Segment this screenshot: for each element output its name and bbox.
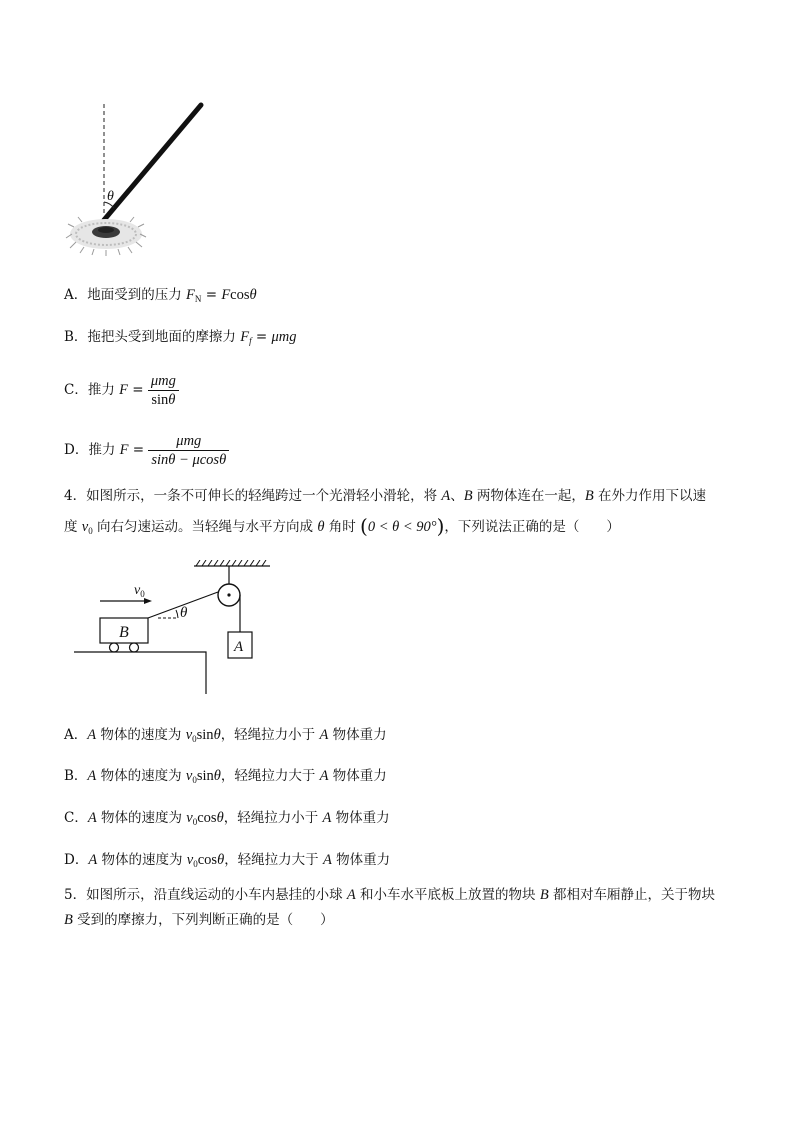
q3-option-c[interactable]: C．推力 F = $\frac{\text{μmg}}{\sin\theta}$ bbox=[64, 370, 179, 410]
mop-handle bbox=[104, 105, 201, 220]
label-b: B bbox=[119, 624, 129, 641]
theta-label: θ bbox=[107, 189, 114, 204]
q4-option-c[interactable]: C．A 物体的速度为 $v_0\cos\theta$，轻绳拉力小于 A 物体重力 bbox=[64, 810, 390, 827]
q3-option-d[interactable]: D．推力 F = $\frac{\text{μmg}}{\sin\theta - \mu\cos\theta}$ bbox=[64, 430, 229, 470]
var-f: $F_N$ bbox=[186, 287, 202, 304]
table bbox=[74, 652, 206, 694]
q4-option-d[interactable]: D．A 物体的速度为 $v_0\cos\theta$，轻绳拉力大于 A 物体重力 bbox=[64, 852, 391, 869]
wheel bbox=[110, 643, 119, 652]
mop-head bbox=[66, 217, 146, 256]
theta-label: θ bbox=[180, 605, 188, 621]
fraction: $\frac{\text{μmg}}{\sin\theta}$ bbox=[148, 373, 179, 408]
v0-label: $v_0$ bbox=[134, 583, 145, 599]
q5-stem-line1: 5．如图所示，沿直线运动的小车内悬挂的小球 A 和小车水平底板上放置的物块 B 都相对车厢静止，关于物块 bbox=[64, 887, 715, 903]
label-a: A bbox=[234, 639, 244, 655]
q4-stem-line1: 4．如图所示，一条不可伸长的轻绳跨过一个光滑轻小滑轮，将 A、B 两物体连在一起，B 在外力作用下以速 bbox=[64, 488, 707, 504]
q4-option-a[interactable]: A．A 物体的速度为 $v_0\sin\theta$，轻绳拉力小于 A 物体重力 bbox=[64, 727, 387, 744]
mop-figure bbox=[62, 96, 222, 262]
q3-option-b[interactable]: B．拖把头受到地面的摩擦力 $F_f = \mu mg$ bbox=[64, 329, 297, 346]
q4-stem-line2: 度 $v_0$ 向右匀速运动。当轻绳与水平方向成 θ 角时 (0 < θ < 90°)，下列说法正确的是（ ） bbox=[64, 514, 620, 538]
var-ff: $F_f$ bbox=[240, 329, 252, 346]
q5-stem-line2: B 受到的摩擦力，下列判断正确的是（ ） bbox=[64, 912, 334, 928]
wheel bbox=[130, 643, 139, 652]
q4-option-b[interactable]: B．A 物体的速度为 $v_0\sin\theta$，轻绳拉力大于 A 物体重力 bbox=[64, 768, 387, 785]
ceiling bbox=[194, 560, 270, 566]
q3-option-a[interactable]: A．地面受到的压力 $F_N = Fcos\theta$ bbox=[64, 287, 257, 304]
fraction: $\frac{\text{μmg}}{\sin\theta - \mu\cos\theta}$ bbox=[148, 433, 229, 468]
pulley-figure bbox=[72, 560, 282, 698]
